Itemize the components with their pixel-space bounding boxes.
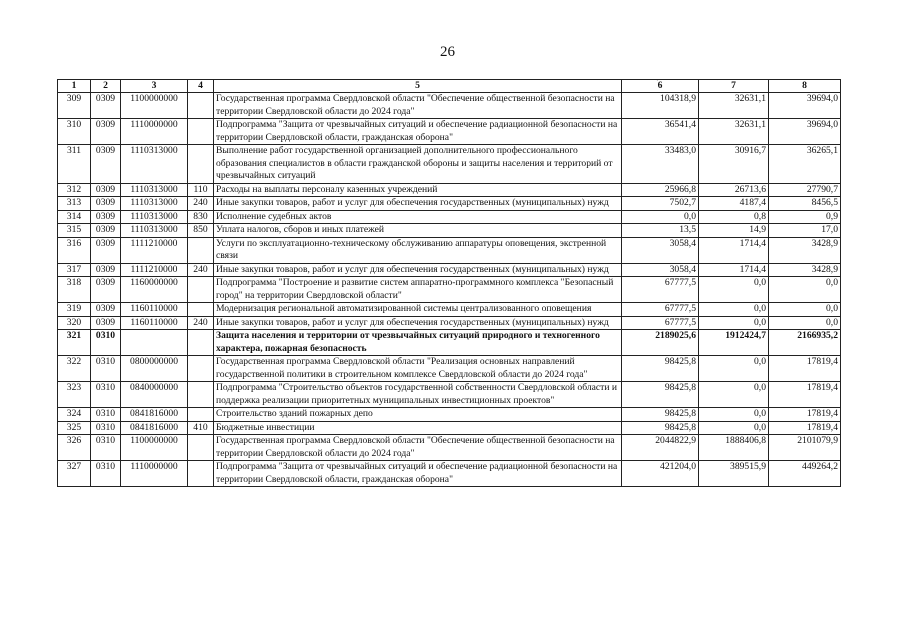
- expense-type-cell: [188, 408, 214, 422]
- expense-type-cell: 850: [188, 224, 214, 238]
- table-row: [58, 356, 841, 382]
- table-row: [58, 303, 841, 317]
- amount-2023-cell: 389515,9: [699, 461, 769, 487]
- amount-2023-cell: 0,0: [699, 316, 769, 330]
- expense-type-cell: [188, 435, 214, 461]
- table-header-row: [58, 80, 841, 93]
- column-header: 1: [58, 80, 91, 93]
- amount-2023-cell: 0,8: [699, 210, 769, 224]
- row-number-cell: 321: [58, 330, 91, 356]
- amount-2022-cell: 98425,8: [622, 382, 699, 408]
- table-row: [58, 421, 841, 435]
- target-article-cell: 1110313000: [121, 210, 188, 224]
- target-article-cell: 1110313000: [121, 197, 188, 211]
- item-name-cell: Иные закупки товаров, работ и услуг для обеспечения государственных (муниципальных) нужд: [214, 316, 622, 330]
- amount-2024-cell: 17819,4: [769, 408, 841, 422]
- expense-type-cell: [188, 330, 214, 356]
- section-code-cell: 0310: [91, 461, 121, 487]
- amount-2024-cell: 0,0: [769, 316, 841, 330]
- item-name-cell: Строительство зданий пожарных депо: [214, 408, 622, 422]
- table-row: [58, 330, 841, 356]
- item-name-cell: Иные закупки товаров, работ и услуг для обеспечения государственных (муниципальных) нужд: [214, 197, 622, 211]
- amount-2022-cell: 3058,4: [622, 237, 699, 263]
- section-code-cell: 0309: [91, 224, 121, 238]
- target-article-cell: 1110313000: [121, 183, 188, 197]
- expense-type-cell: 240: [188, 197, 214, 211]
- table-row: [58, 382, 841, 408]
- section-code-cell: 0309: [91, 119, 121, 145]
- row-number-cell: 312: [58, 183, 91, 197]
- row-number-cell: 323: [58, 382, 91, 408]
- item-name-cell: Выполнение работ государственной организацией дополнительного профессионального образования специалистов в области гражданской обороны и защиты населения и территорий от чрезвычайных ситуаций: [214, 145, 622, 184]
- amount-2022-cell: 3058,4: [622, 263, 699, 277]
- target-article-cell: 1160000000: [121, 277, 188, 303]
- section-code-cell: 0310: [91, 408, 121, 422]
- amount-2022-cell: 67777,5: [622, 316, 699, 330]
- item-name-cell: Уплата налогов, сборов и иных платежей: [214, 224, 622, 238]
- target-article-cell: 0840000000: [121, 382, 188, 408]
- item-name-cell: Государственная программа Свердловской области "Обеспечение общественной безопасности на территории Свердловской области до 2024 года": [214, 435, 622, 461]
- amount-2024-cell: 39694,0: [769, 93, 841, 119]
- row-number-cell: 325: [58, 421, 91, 435]
- expense-type-cell: [188, 382, 214, 408]
- amount-2024-cell: 0,9: [769, 210, 841, 224]
- row-number-cell: 318: [58, 277, 91, 303]
- amount-2024-cell: 17,0: [769, 224, 841, 238]
- amount-2023-cell: 1912424,7: [699, 330, 769, 356]
- column-header: 2: [91, 80, 121, 93]
- amount-2023-cell: 4187,4: [699, 197, 769, 211]
- section-code-cell: 0310: [91, 356, 121, 382]
- amount-2022-cell: 36541,4: [622, 119, 699, 145]
- expense-type-cell: [188, 356, 214, 382]
- amount-2022-cell: 67777,5: [622, 277, 699, 303]
- budget-table: [57, 79, 841, 487]
- amount-2024-cell: 449264,2: [769, 461, 841, 487]
- section-code-cell: 0309: [91, 316, 121, 330]
- column-header: 3: [121, 80, 188, 93]
- expense-type-cell: 110: [188, 183, 214, 197]
- expense-type-cell: [188, 93, 214, 119]
- table-row: [58, 183, 841, 197]
- table-row: [58, 316, 841, 330]
- item-name-cell: Подпрограмма "Построение и развитие систем аппаратно-программного комплекса "Безопасный город" на территории Свердловской области": [214, 277, 622, 303]
- item-name-cell: Расходы на выплаты персоналу казенных учреждений: [214, 183, 622, 197]
- amount-2022-cell: 2044822,9: [622, 435, 699, 461]
- amount-2024-cell: 17819,4: [769, 421, 841, 435]
- amount-2023-cell: 0,0: [699, 277, 769, 303]
- item-name-cell: Государственная программа Свердловской области "Реализация основных направлений государственной политики в строительном комплексе Свердловской области до 2024 года": [214, 356, 622, 382]
- column-header: 7: [699, 80, 769, 93]
- amount-2023-cell: 32631,1: [699, 93, 769, 119]
- table-row: [58, 145, 841, 184]
- target-article-cell: 1110000000: [121, 119, 188, 145]
- amount-2024-cell: 36265,1: [769, 145, 841, 184]
- target-article-cell: 0841816000: [121, 421, 188, 435]
- amount-2024-cell: 0,0: [769, 303, 841, 317]
- section-code-cell: 0309: [91, 277, 121, 303]
- section-code-cell: 0310: [91, 421, 121, 435]
- amount-2023-cell: 14,9: [699, 224, 769, 238]
- column-header: 6: [622, 80, 699, 93]
- amount-2023-cell: 32631,1: [699, 119, 769, 145]
- expense-type-cell: [188, 303, 214, 317]
- amount-2022-cell: 25966,8: [622, 183, 699, 197]
- table-row: [58, 197, 841, 211]
- row-number-cell: 314: [58, 210, 91, 224]
- amount-2023-cell: 1714,4: [699, 237, 769, 263]
- section-code-cell: 0309: [91, 303, 121, 317]
- row-number-cell: 319: [58, 303, 91, 317]
- section-code-cell: 0309: [91, 197, 121, 211]
- amount-2022-cell: 421204,0: [622, 461, 699, 487]
- column-header: 4: [188, 80, 214, 93]
- expense-type-cell: 830: [188, 210, 214, 224]
- row-number-cell: 309: [58, 93, 91, 119]
- target-article-cell: 1100000000: [121, 435, 188, 461]
- amount-2024-cell: 27790,7: [769, 183, 841, 197]
- amount-2022-cell: 98425,8: [622, 421, 699, 435]
- amount-2024-cell: 8456,5: [769, 197, 841, 211]
- amount-2023-cell: 1888406,8: [699, 435, 769, 461]
- row-number-cell: 315: [58, 224, 91, 238]
- item-name-cell: Подпрограмма "Защита от чрезвычайных ситуаций и обеспечение радиационной безопасности на территории Свердловской области, гражданская оборона": [214, 461, 622, 487]
- table-row: [58, 237, 841, 263]
- expense-type-cell: [188, 277, 214, 303]
- row-number-cell: 326: [58, 435, 91, 461]
- section-code-cell: 0309: [91, 93, 121, 119]
- target-article-cell: 0841816000: [121, 408, 188, 422]
- target-article-cell: 1111210000: [121, 263, 188, 277]
- amount-2022-cell: 7502,7: [622, 197, 699, 211]
- target-article-cell: 1111210000: [121, 237, 188, 263]
- target-article-cell: 0800000000: [121, 356, 188, 382]
- target-article-cell: 1110000000: [121, 461, 188, 487]
- amount-2024-cell: 3428,9: [769, 263, 841, 277]
- amount-2022-cell: 0,0: [622, 210, 699, 224]
- table-row: [58, 210, 841, 224]
- row-number-cell: 327: [58, 461, 91, 487]
- row-number-cell: 310: [58, 119, 91, 145]
- column-header: 5: [214, 80, 622, 93]
- expense-type-cell: [188, 237, 214, 263]
- row-number-cell: 316: [58, 237, 91, 263]
- target-article-cell: 1110313000: [121, 145, 188, 184]
- row-number-cell: 317: [58, 263, 91, 277]
- section-code-cell: 0309: [91, 183, 121, 197]
- amount-2024-cell: 17819,4: [769, 356, 841, 382]
- amount-2022-cell: 98425,8: [622, 356, 699, 382]
- amount-2022-cell: 98425,8: [622, 408, 699, 422]
- table-row: [58, 93, 841, 119]
- table-row: [58, 408, 841, 422]
- section-code-cell: 0310: [91, 330, 121, 356]
- table-row: [58, 263, 841, 277]
- amount-2023-cell: 0,0: [699, 382, 769, 408]
- table-body: [58, 93, 841, 487]
- expense-type-cell: [188, 119, 214, 145]
- amount-2022-cell: 33483,0: [622, 145, 699, 184]
- row-number-cell: 320: [58, 316, 91, 330]
- item-name-cell: Иные закупки товаров, работ и услуг для обеспечения государственных (муниципальных) нужд: [214, 263, 622, 277]
- item-name-cell: Государственная программа Свердловской области "Обеспечение общественной безопасности на территории Свердловской области до 2024 года": [214, 93, 622, 119]
- column-header: 8: [769, 80, 841, 93]
- amount-2023-cell: 30916,7: [699, 145, 769, 184]
- table-row: [58, 119, 841, 145]
- expense-type-cell: 240: [188, 263, 214, 277]
- amount-2023-cell: 0,0: [699, 421, 769, 435]
- amount-2024-cell: 0,0: [769, 277, 841, 303]
- amount-2023-cell: 1714,4: [699, 263, 769, 277]
- row-number-cell: 322: [58, 356, 91, 382]
- amount-2024-cell: 2101079,9: [769, 435, 841, 461]
- amount-2024-cell: 3428,9: [769, 237, 841, 263]
- amount-2023-cell: 0,0: [699, 356, 769, 382]
- amount-2022-cell: 2189025,6: [622, 330, 699, 356]
- section-code-cell: 0309: [91, 263, 121, 277]
- item-name-cell: Модернизация региональной автоматизированной системы централизованного оповещения: [214, 303, 622, 317]
- target-article-cell: 1110313000: [121, 224, 188, 238]
- item-name-cell: Подпрограмма "Строительство объектов государственной собственности Свердловской области и поддержка реализации приоритетных муниципальных инвестиционных проектов": [214, 382, 622, 408]
- expense-type-cell: 240: [188, 316, 214, 330]
- table-row: [58, 461, 841, 487]
- target-article-cell: 1160110000: [121, 316, 188, 330]
- target-article-cell: [121, 330, 188, 356]
- amount-2022-cell: 104318,9: [622, 93, 699, 119]
- amount-2024-cell: 2166935,2: [769, 330, 841, 356]
- expense-type-cell: [188, 461, 214, 487]
- expense-type-cell: [188, 145, 214, 184]
- section-code-cell: 0309: [91, 237, 121, 263]
- amount-2023-cell: 0,0: [699, 303, 769, 317]
- section-code-cell: 0309: [91, 210, 121, 224]
- amount-2022-cell: 67777,5: [622, 303, 699, 317]
- target-article-cell: 1100000000: [121, 93, 188, 119]
- section-code-cell: 0309: [91, 145, 121, 184]
- item-name-cell: Услуги по эксплуатационно-техническому обслуживанию аппаратуры оповещения, экстренной связи: [214, 237, 622, 263]
- expense-type-cell: 410: [188, 421, 214, 435]
- amount-2022-cell: 13,5: [622, 224, 699, 238]
- target-article-cell: 1160110000: [121, 303, 188, 317]
- amount-2024-cell: 39694,0: [769, 119, 841, 145]
- table-row: [58, 435, 841, 461]
- item-name-cell: Исполнение судебных актов: [214, 210, 622, 224]
- section-code-cell: 0310: [91, 382, 121, 408]
- page-number: 26: [440, 44, 455, 60]
- amount-2024-cell: 17819,4: [769, 382, 841, 408]
- table-row: [58, 224, 841, 238]
- amount-2023-cell: 26713,6: [699, 183, 769, 197]
- amount-2023-cell: 0,0: [699, 408, 769, 422]
- row-number-cell: 324: [58, 408, 91, 422]
- table-row: [58, 277, 841, 303]
- item-name-cell: Бюджетные инвестиции: [214, 421, 622, 435]
- row-number-cell: 311: [58, 145, 91, 184]
- section-code-cell: 0310: [91, 435, 121, 461]
- item-name-cell: Подпрограмма "Защита от чрезвычайных ситуаций и обеспечение радиационной безопасности на территории Свердловской области, гражданская оборона": [214, 119, 622, 145]
- row-number-cell: 313: [58, 197, 91, 211]
- scan-mark: ·: [656, 76, 659, 85]
- item-name-cell: Защита населения и территории от чрезвычайных ситуаций природного и техногенного характера, пожарная безопасность: [214, 330, 622, 356]
